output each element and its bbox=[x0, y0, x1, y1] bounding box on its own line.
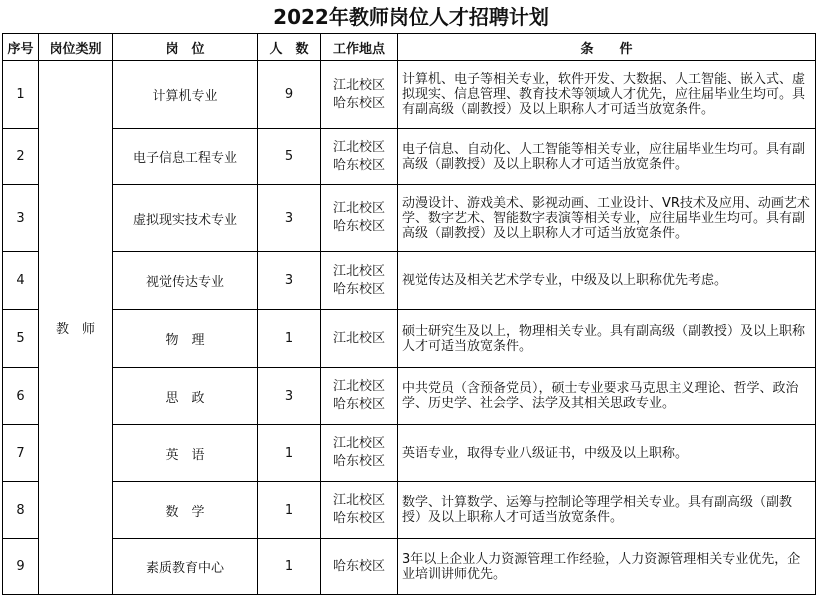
position-cell: 素质教育中心 bbox=[113, 539, 258, 595]
location-label: 江北校区 bbox=[332, 436, 385, 451]
location-cell bbox=[321, 310, 398, 368]
header-location: 工作地点 bbox=[321, 34, 398, 61]
row-number: 3 bbox=[3, 185, 39, 252]
row-number: 4 bbox=[3, 252, 39, 310]
position-cell: 数 学 bbox=[113, 482, 258, 539]
header-position: 岗 位 bbox=[113, 34, 258, 61]
row-number: 7 bbox=[3, 425, 39, 482]
count-cell: 1 bbox=[258, 425, 321, 482]
location-label: 江北校区 bbox=[332, 139, 385, 155]
row-number: 5 bbox=[3, 310, 39, 368]
count-cell: 9 bbox=[258, 61, 321, 129]
table-row bbox=[3, 310, 816, 368]
location-cell bbox=[321, 252, 398, 310]
position-cell: 思 政 bbox=[113, 368, 258, 425]
row-number: 1 bbox=[3, 61, 39, 129]
location-label: 江北校区 bbox=[332, 330, 385, 346]
location-label: 哈东校区 bbox=[332, 157, 385, 173]
recruitment-table bbox=[2, 33, 816, 595]
location-label: 江北校区 bbox=[332, 77, 385, 93]
table-row bbox=[3, 482, 816, 539]
location-label: 江北校区 bbox=[332, 201, 385, 216]
category-cell: 教 师 bbox=[39, 61, 113, 595]
location-label: 哈东校区 bbox=[332, 558, 385, 574]
location-cell bbox=[321, 185, 398, 252]
count-cell: 3 bbox=[258, 368, 321, 425]
count-cell: 3 bbox=[258, 252, 321, 310]
location-label: 哈东校区 bbox=[332, 511, 385, 526]
location-cell bbox=[321, 539, 398, 595]
position-cell: 视觉传达专业 bbox=[113, 252, 258, 310]
location-label: 江北校区 bbox=[332, 493, 385, 508]
location-label: 哈东校区 bbox=[332, 397, 385, 412]
table-row bbox=[3, 252, 816, 310]
location-label: 哈东校区 bbox=[332, 454, 385, 469]
table-row bbox=[3, 61, 816, 129]
row-number: 2 bbox=[3, 129, 39, 185]
location-cell bbox=[321, 368, 398, 425]
position-cell: 物 理 bbox=[113, 310, 258, 368]
row-number: 8 bbox=[3, 482, 39, 539]
condition-cell: 硕士研究生及以上，物理相关专业。具有副高级（副教授）及以上职称人才可适当放宽条件。 bbox=[398, 310, 816, 368]
count-cell: 3 bbox=[258, 185, 321, 252]
condition-cell: 英语专业，取得专业八级证书，中级及以上职称。 bbox=[398, 425, 816, 482]
table-row bbox=[3, 425, 816, 482]
condition-cell: 电子信息、自动化、人工智能等相关专业，应往届毕业生均可。具有副高级（副教授）及以上职称人才可适当放宽条件。 bbox=[398, 129, 816, 185]
count-cell: 1 bbox=[258, 482, 321, 539]
position-cell: 英 语 bbox=[113, 425, 258, 482]
header-count: 人 数 bbox=[258, 34, 321, 61]
location-label: 哈东校区 bbox=[332, 219, 385, 234]
location-cell bbox=[321, 129, 398, 185]
position-cell: 电子信息工程专业 bbox=[113, 129, 258, 185]
location-cell bbox=[321, 482, 398, 539]
location-label: 哈东校区 bbox=[332, 281, 385, 297]
condition-cell: 动漫设计、游戏美术、影视动画、工业设计、VR技术及应用、动画艺术学、数字艺术、智能数字表演等相关专业，应往届毕业生均可。具有副高级（副教授）及以上职称人才可适当放宽条件。 bbox=[398, 185, 816, 252]
condition-cell: 计算机、电子等相关专业，软件开发、大数据、人工智能、嵌入式、虚拟现实、信息管理、教育技术等领域人才优先，应往届毕业生均可。具有副高级（副教授）及以上职称人才可适当放宽条件。 bbox=[398, 61, 816, 129]
table-row bbox=[3, 539, 816, 595]
count-cell: 1 bbox=[258, 539, 321, 595]
table-row bbox=[3, 129, 816, 185]
location-cell bbox=[321, 425, 398, 482]
location-label: 江北校区 bbox=[332, 263, 385, 279]
page-title: 2022年教师岗位人才招聘计划 bbox=[273, 5, 549, 29]
table-row bbox=[3, 185, 816, 252]
row-number: 6 bbox=[3, 368, 39, 425]
table-row bbox=[3, 368, 816, 425]
header-condition: 条 件 bbox=[398, 34, 816, 61]
position-cell: 计算机专业 bbox=[113, 61, 258, 129]
position-cell: 虚拟现实技术专业 bbox=[113, 185, 258, 252]
condition-cell: 视觉传达及相关艺术学专业，中级及以上职称优先考虑。 bbox=[398, 252, 816, 310]
table-header-row bbox=[3, 34, 816, 61]
row-number: 9 bbox=[3, 539, 39, 595]
location-cell bbox=[321, 61, 398, 129]
location-label: 江北校区 bbox=[332, 379, 385, 394]
count-cell: 5 bbox=[258, 129, 321, 185]
count-cell: 1 bbox=[258, 310, 321, 368]
header-category: 岗位类别 bbox=[39, 34, 113, 61]
condition-cell: 中共党员（含预备党员），硕士专业要求马克思主义理论、哲学、政治学、历史学、社会学、法学及其相关思政专业。 bbox=[398, 368, 816, 425]
header-no: 序号 bbox=[3, 34, 39, 61]
condition-cell: 数学、计算数学、运筹与控制论等理学相关专业。具有副高级（副教授）及以上职称人才可适当放宽条件。 bbox=[398, 482, 816, 539]
location-label: 哈东校区 bbox=[332, 95, 385, 111]
condition-cell: 3年以上企业人力资源管理工作经验，人力资源管理相关专业优先，企业培训讲师优先。 bbox=[398, 539, 816, 595]
